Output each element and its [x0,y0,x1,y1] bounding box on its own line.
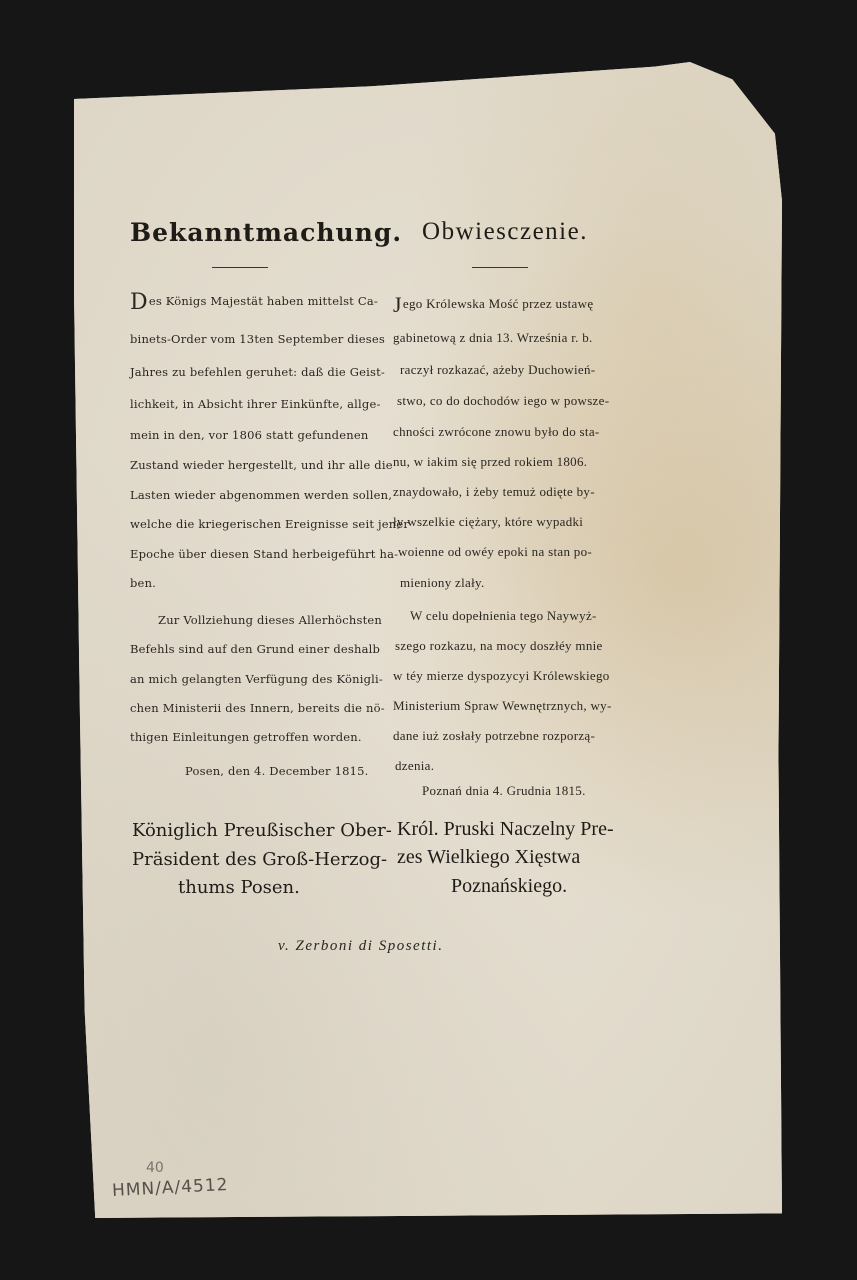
german-line: Zur Vollziehung dieses Allerhöchsten [158,613,383,627]
german-title: Bekanntmachung. [130,218,403,247]
german-line: Zustand wieder hergestellt, und ihr alle die [130,458,393,472]
german-drop-cap: D [130,290,148,315]
polish-signature-line-1: Król. Pruski Naczelny Pre- [397,818,614,840]
polish-line: W celu dopełnienia tego Naywyż- [410,608,597,623]
polish-line: ły wszelkie ciężary, które wypadki [393,514,584,529]
german-line: mein in den, vor 1806 statt gefundenen [130,428,369,442]
german-line: Befehls sind auf den Grund einer deshalb [130,642,381,656]
polish-line: szego rozkazu, na mocy doszłéy mnie [395,638,603,653]
polish-title: Obwiesczenie. [422,218,588,245]
german-line: binets-Order vom 13ten September dieses [130,332,385,346]
polish-line: nu, w iakim się przed rokiem 1806. [393,454,588,469]
german-line: ben. [130,576,157,590]
polish-line: mieniony zlały. [400,575,485,590]
german-line: an mich gelangten Verfügung des Königli- [130,672,383,686]
polish-line: dzenia. [395,758,435,773]
archive-mark: HMN/A/4512 [111,1174,229,1202]
signer-name: v. Zerboni di Sposetti. [278,938,444,954]
polish-drop-cap: J [393,292,402,317]
archive-mark-top: 40 [146,1160,164,1176]
polish-date: Poznań dnia 4. Grudnia 1815. [422,783,586,798]
german-date: Posen, den 4. December 1815. [185,764,369,778]
german-signature-line-3: thums Posen. [178,877,300,898]
polish-signature-line-2: zes Wielkiego Xięstwa [397,846,581,868]
german-signature-line-1: Königlich Preußischer Ober- [132,820,392,841]
polish-line: Ministerium Spraw Wewnętrznych, wy- [393,698,612,713]
polish-line: raczył rozkazać, ażeby Duchowień- [400,362,596,377]
german-title-rule [212,267,268,268]
polish-line: w téy mierze dyspozycyi Królewskiego [393,668,610,683]
polish-line: stwo, co do dochodów iego w powsze- [397,393,610,408]
polish-line: znaydowało, i żeby temuż odięte by- [393,484,595,499]
german-line: Epoche über diesen Stand herbeigeführt ha- [130,547,399,561]
polish-title-rule [472,267,528,268]
polish-line: dane iuż zosłały potrzebne rozporzą- [393,728,596,743]
polish-signature-line-3: Poznańskiego. [451,875,568,897]
german-line: welche die kriegerischen Ereignisse seit jener [130,517,410,531]
german-line: lichkeit, in Absicht ihrer Einkünfte, allge- [130,397,381,411]
polish-line: woienne od owéy epoki na stan po- [398,544,593,559]
german-line: Lasten wieder abgenommen werden sollen, [130,488,393,502]
polish-line: Jego Królewska Mość przez ustawę [393,292,594,317]
polish-line: chności zwrócone znowu było do sta- [393,424,600,439]
german-line: Des Königs Majestät haben mittelst Ca- [130,290,378,315]
polish-line: gabinetową z dnia 13. Września r. b. [393,330,593,345]
german-line: Jahres zu befehlen geruhet: daß die Geist- [130,365,386,379]
german-signature-line-2: Präsident des Groß-Herzog- [132,849,388,870]
german-line: chen Ministerii des Innern, bereits die nö- [130,701,385,715]
german-line: thigen Einleitungen getroffen worden. [130,730,362,744]
